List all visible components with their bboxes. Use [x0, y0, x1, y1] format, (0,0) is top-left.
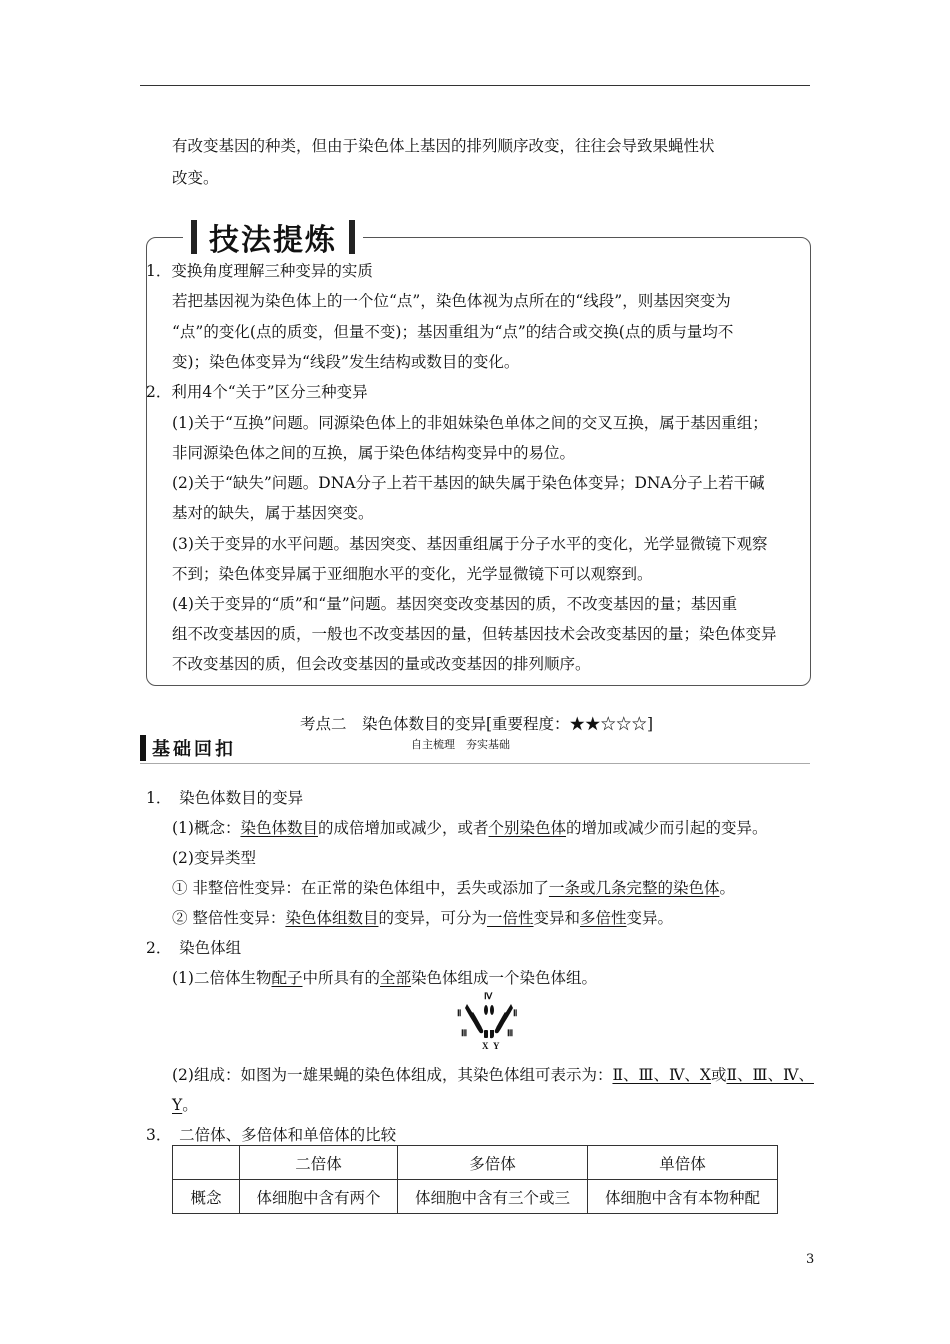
basics-item-1-head: 1． 染色体数目的变异: [146, 789, 304, 807]
label-II: Ⅱ: [457, 1008, 462, 1018]
table-cell: 体细胞中含有三个或三: [398, 1180, 588, 1214]
technique-point-4: 不改变基因的质，但会改变基因的量或改变基因的排列顺序。: [172, 655, 591, 673]
table-cell: 体细胞中含有本物种配: [588, 1180, 778, 1214]
euploid-line: ② 整倍性变异：染色体组数目的变异，可分为一倍性变异和多倍性变异。: [172, 909, 674, 927]
label-II: Ⅱ: [513, 1008, 518, 1018]
concept-line: (1)概念：染色体数目的成倍增加或减少，或者个别染色体的增加或减少而引起的变异。: [172, 819, 768, 837]
technique-point-1: 非同源染色体之间的互换，属于染色体结构变异中的易位。: [172, 444, 576, 462]
technique-point-4: (4)关于变异的“质”和“量”问题。基因突变改变基因的质，不改变基因的量；基因重: [172, 595, 738, 613]
table-cell: 概念: [173, 1180, 240, 1214]
technique-point-1: (1)关于“互换”问题。同源染色体上的非姐妹染色单体之间的交叉互换，属于基因重组；: [172, 414, 768, 432]
label-IV: Ⅳ: [484, 991, 493, 1001]
technique-item-1-line: 变)；染色体变异为“线段”发生结构或数目的变化。: [172, 353, 520, 371]
composition-line-2: Y。: [172, 1096, 198, 1114]
chromosome-III-left: [470, 1012, 483, 1033]
section-divider: [140, 763, 810, 764]
intro-line-2: 改变。: [172, 169, 219, 187]
section-subheading: 自主梳理 夯实基础: [411, 738, 510, 751]
technique-point-2: (2)关于“缺失”问题。DNA分子上若干基因的缺失属于染色体变异；DNA分子上若干碱: [172, 474, 765, 492]
label-III: Ⅲ: [461, 1028, 468, 1038]
technique-point-3: 不到；染色体变异属于亚细胞水平的变化，光学显微镜下可以观察到。: [172, 565, 653, 583]
table-row: [173, 1180, 778, 1214]
technique-item-1-head: 1．变换角度理解三种变异的实质: [146, 262, 373, 280]
technique-point-2: 基对的缺失，属于基因突变。: [172, 504, 374, 522]
basics-label: 基础回扣: [140, 734, 242, 762]
page-number: 3: [806, 1252, 815, 1267]
ploidy-comparison-table: [172, 1145, 778, 1214]
chromosome-Y: [490, 1030, 494, 1038]
table-header-cell: 二倍体: [240, 1146, 398, 1180]
technique-point-3: (3)关于变异的水平问题。基因突变、基因重组属于分子水平的变化，光学显微镜下观察: [172, 535, 768, 553]
header-rule: [140, 85, 810, 86]
technique-item-2-head: 2．利用4个“关于”区分三种变异: [146, 383, 368, 401]
label-III: Ⅲ: [507, 1028, 514, 1038]
table-header-cell: 多倍体: [398, 1146, 588, 1180]
basics-item-3-head: 3． 二倍体、多倍体和单倍体的比较: [146, 1126, 397, 1144]
chromosome-X: [484, 1030, 488, 1038]
technique-item-1-line: 若把基因视为染色体上的一个位“点”，染色体视为点所在的“线段”，则基因突变为: [172, 292, 731, 310]
label-Y: Y: [493, 1041, 500, 1051]
composition-line: (2)组成：如图为一雄果蝇的染色体组成，其染色体组可表示为：Ⅱ、Ⅲ、Ⅳ、X或Ⅱ、Ⅲ、Ⅳ、: [172, 1066, 814, 1084]
title-bar-left: [191, 220, 197, 254]
title-bar-right: [349, 220, 355, 254]
aneuploid-line: ① 非整倍性变异：在正常的染色体组中，丢失或添加了一条或几条完整的染色体。: [172, 879, 735, 897]
section-heading: 考点二 染色体数目的变异[重要程度：★★☆☆☆]: [300, 715, 654, 733]
table-header-cell: 单倍体: [588, 1146, 778, 1180]
intro-line-1: 有改变基因的种类，但由于染色体上基因的排列顺序改变，往往会导致果蝇性状: [172, 137, 715, 155]
chromosome-IV-left: [484, 1005, 488, 1015]
technique-point-4: 组不改变基因的质，一般也不改变基因的量，但转基因技术会改变基因的量；染色体变异: [172, 625, 777, 643]
technique-item-1-line: “点”的变化(点的质变，但量不变)；基因重组为“点”的结合或交换(点的质与量均不: [172, 323, 734, 341]
label-X: X: [482, 1041, 489, 1051]
table-header-row: [173, 1146, 778, 1180]
fruitfly-chromosome-figure: [455, 990, 523, 1052]
techniques-title: 技法提炼: [183, 217, 363, 257]
chromosome-IV-right: [490, 1005, 494, 1015]
chromosome-set-def: (1)二倍体生物配子中所具有的全部染色体组成一个染色体组。: [172, 969, 598, 987]
basics-item-2-head: 2． 染色体组: [146, 939, 242, 957]
table-header-cell: [173, 1146, 240, 1180]
table-cell: 体细胞中含有两个: [240, 1180, 398, 1214]
variation-types: (2)变异类型: [172, 849, 256, 867]
